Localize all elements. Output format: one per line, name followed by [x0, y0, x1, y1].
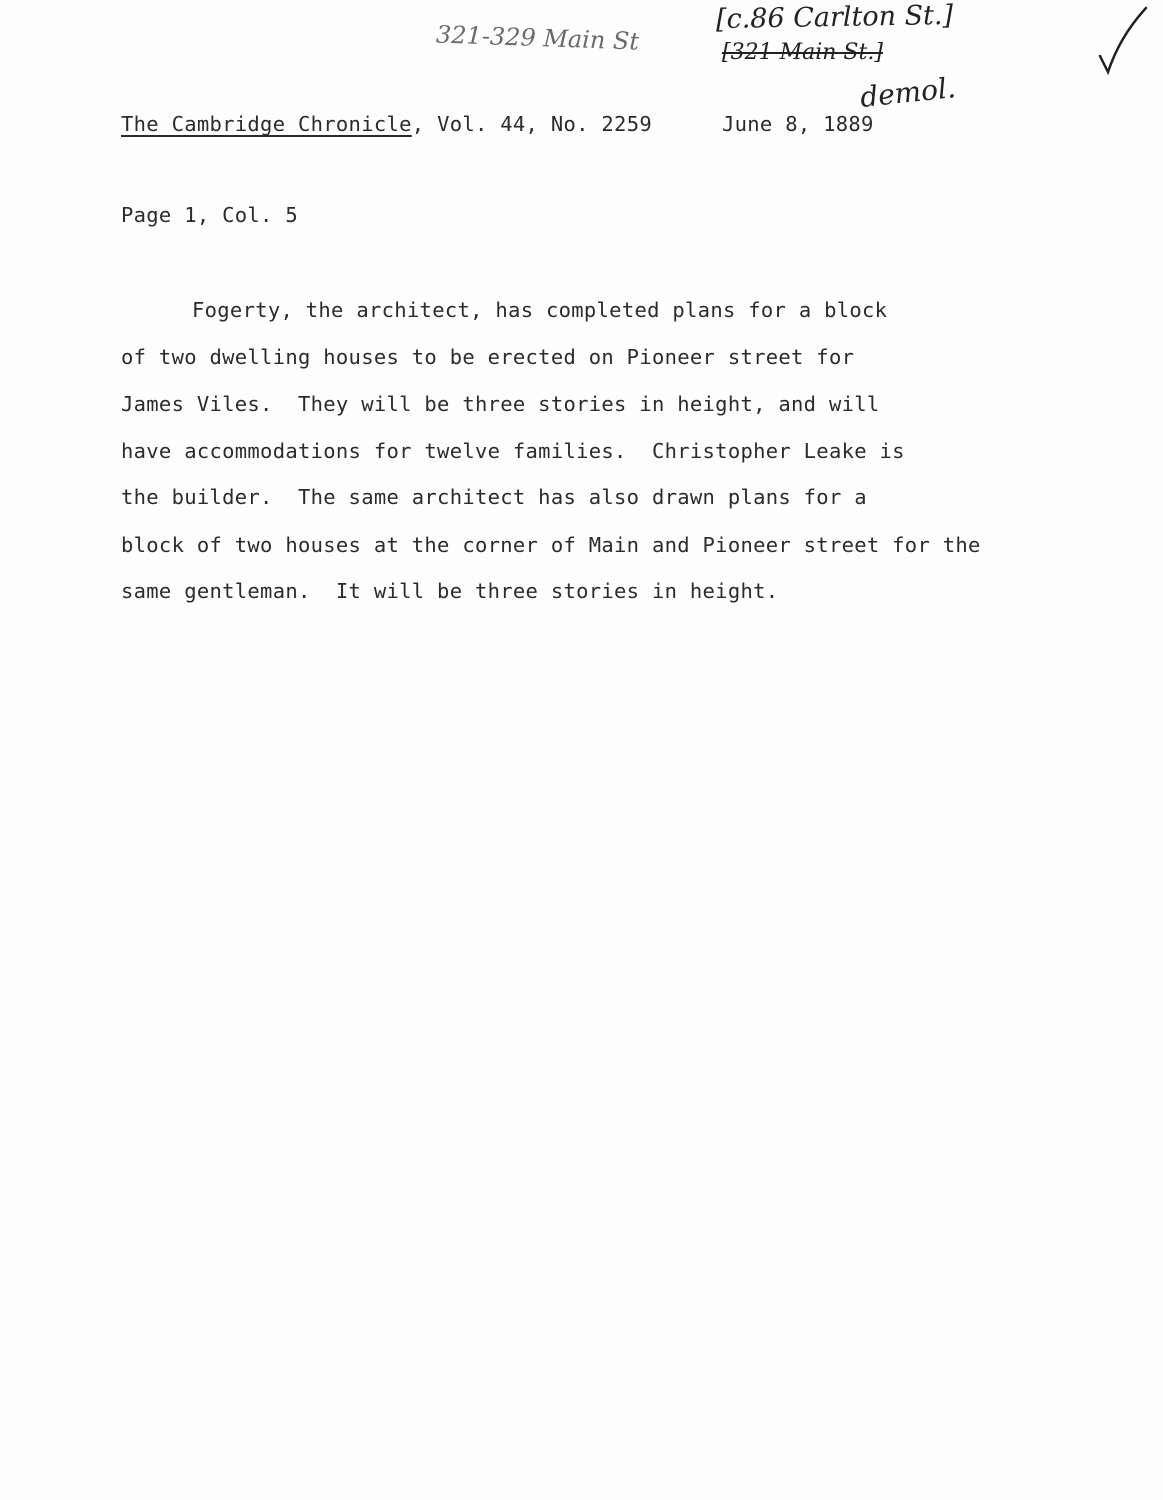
struck-address-annotation: [321 Main St.] — [722, 40, 883, 65]
ink-address-annotation: [c.86 Carlton St.] — [715, 0, 954, 36]
issue-info: , Vol. 44, No. 2259 — [411, 112, 652, 136]
publication-title: The Cambridge Chronicle — [121, 112, 412, 136]
check-mark-icon — [1090, 6, 1150, 76]
pencil-address-annotation: 321-329 Main St — [435, 20, 640, 56]
body-line: Fogerty, the architect, has completed plans for a block — [192, 298, 888, 322]
body-line: same gentleman. It will be three stories in height. — [121, 579, 779, 603]
body-line: the builder. The same architect has also drawn plans for a — [121, 485, 867, 509]
demolished-note-annotation: demol. — [858, 71, 958, 114]
body-line: of two dwelling houses to be erected on Pioneer street for — [121, 345, 855, 369]
publication-date: June 8, 1889 — [721, 112, 874, 136]
citation-header — [121, 112, 874, 136]
page-column-reference: Page 1, Col. 5 — [121, 203, 298, 227]
body-line: block of two houses at the corner of Main and Pioneer street for the — [121, 533, 981, 557]
body-line: James Viles. They will be three stories in height, and will — [121, 392, 880, 416]
body-line: have accommodations for twelve families. Christopher Leake is — [121, 439, 905, 463]
